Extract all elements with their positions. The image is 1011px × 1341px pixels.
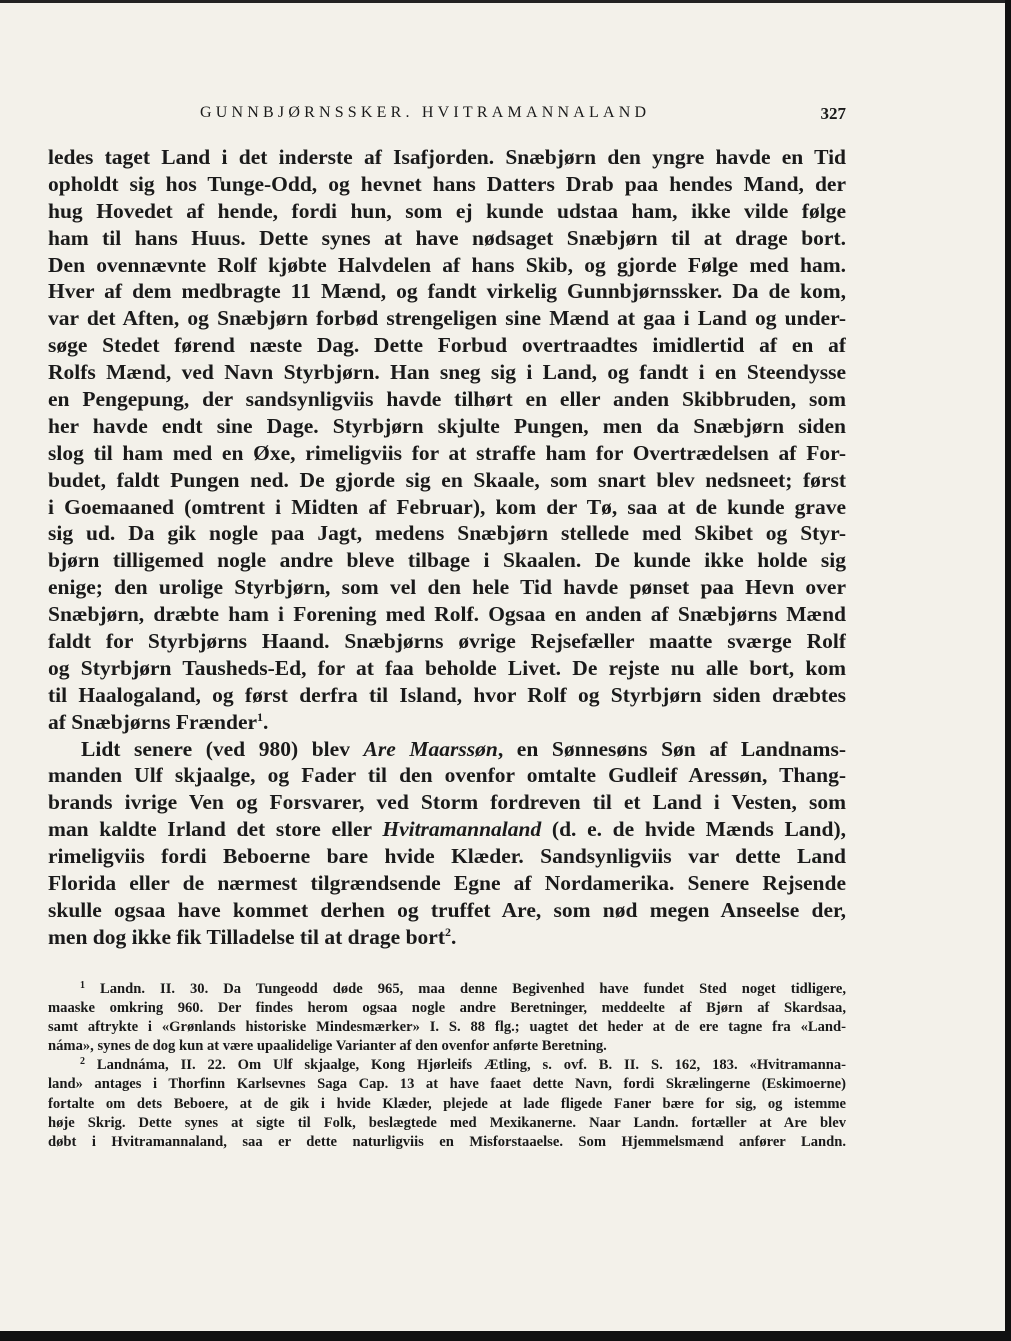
footnote-2-line — [48, 1056, 846, 1075]
text-line: Den ovennævnte Rolf kjøbte Halvdelen af hans Skib, og gjorde Følge med ham. — [48, 252, 846, 277]
text-line: ledes taget Land i det inderste af Isafjorden. Snæbjørn den yngre havde en Tid — [48, 145, 846, 169]
text-line: og Styrbjørn Tausheds-Ed, for at faa beholde Livet. De rejste nu alle bort, kom — [48, 655, 846, 680]
text-line: bjørn tilligemed nogle andre bleve tilbage i Skaalen. De kunde ikke holde sig — [48, 548, 846, 573]
place-name: Hvitramannaland — [382, 817, 542, 842]
footnote-1-line — [48, 980, 846, 999]
text-line: i Goemaaned (omtrent i Midten af Februar), kom der Tø, saa at de kunde grave — [48, 494, 846, 519]
text-segment: , en Sønnesøns Søn af Landnams- — [497, 736, 846, 761]
scan-edge-top — [0, 0, 1011, 3]
footnotes — [48, 980, 846, 1152]
scan-edge-right — [1005, 0, 1011, 1341]
text-line: men dog ikke fik Tilladelse til at drage bort$^2$. — [48, 924, 457, 949]
text-line: skulle ogsaa have kommet derhen og truffet Are, som nød megen Anseelse der, — [48, 897, 846, 922]
text-line: Florida eller de nærmest tilgrændsende Egne af Nordamerika. Senere Rejsende — [48, 871, 846, 896]
text-line — [48, 736, 846, 763]
text-line: Snæbjørn, dræbte ham i Forening med Rolf. Ogsaa en anden af Snæbjørns Mænd — [48, 602, 846, 627]
person-name: Are Maarssøn — [363, 736, 498, 761]
footnote-1-marker: 1 — [80, 980, 85, 991]
main-text — [48, 144, 846, 951]
footnote-text: Landn. II. 30. Da Tungeodd døde 965, maa denne Begivenhed have fundet Sted noget tidligere, — [100, 981, 846, 997]
text-line: opholdt sig hos Tunge-Odd, og hevnet hans Datters Drab paa hendes Mand, der — [48, 171, 846, 196]
text-segment: (d. e. de hvide Mænds Land), — [541, 817, 846, 842]
text-line: af Snæbjørns Frænder$^1$. — [48, 709, 269, 734]
footnote-2-line: land» antages i Thorfinn Karlsevnes Saga Cap. 13 at have faaet dette Navn, fordi Skrælingerne (Eskimoerne) — [48, 1076, 846, 1093]
footnote-1-line: náma», synes de dog kun at være upaalidelige Varianter af den ovenfor anførte Beretning. — [48, 1038, 607, 1055]
text-segment: Lidt senere (ved 980) blev — [81, 736, 364, 761]
page-number: 327 — [820, 104, 846, 123]
text-line — [48, 816, 846, 843]
text-line: budet, faldt Pungen ned. De gjorde sig en Skaale, som snart blev nedsneet; først — [48, 467, 846, 492]
footnote-1-line: maaske omkring 960. Der findes herom ogsaa nogle andre Beretninger, meddeelte af Bjørn af Skardsaa, — [48, 1000, 846, 1017]
footnote-2-line: døbt i Hvitramannaland, saa er dette naturligviis en Misforstaaelse. Som Hjemmelsmænd anfører Landn. — [48, 1133, 846, 1150]
footnote-ref-1: 1 — [257, 709, 264, 724]
footnote-text: Landnáma, II. 22. Om Ulf skjaalge, Kong Hjørleifs Ætling, s. ovf. B. II. S. 162, 183. «Hvitramanna- — [96, 1057, 846, 1074]
text-line: var det Aften, og Snæbjørn forbød strengeligen sine Mænd at gaa i Land og under- — [48, 306, 846, 331]
text-line: manden Ulf skjaalge, og Fader til den ovenfor omtalte Gudleif Aressøn, Thang- — [48, 763, 846, 788]
text-line: til Haalogaland, og først derfra til Island, hvor Rolf og Styrbjørn siden dræbtes — [48, 682, 846, 707]
text-line: brands ivrige Ven og Forsvarer, ved Storm fordreven til et Land i Vesten, som — [48, 790, 846, 815]
text-line: her havde endt sine Dage. Styrbjørn skjulte Pungen, men da Snæbjørn siden — [48, 413, 846, 438]
footnote-ref-2: 2 — [444, 924, 451, 939]
text-line: Hver af dem medbragte 11 Mænd, og fandt virkelig Gunnbjørnssker. Da de kom, — [48, 279, 846, 304]
footnote-1-line: samt aftrykte i «Grønlands historiske Mindesmærker» I. S. 88 flg.; uagtet det heder at de ere tagne fra «Land- — [48, 1019, 846, 1036]
text-line: faldt for Styrbjørns Haand. Snæbjørns øvrige Rejsefæller maatte sværge Rolf — [48, 629, 846, 654]
footnote-2-marker: 2 — [80, 1056, 85, 1068]
text-segment: man kaldte Irland det store eller — [48, 817, 383, 842]
paragraph-end: af Snæbjørns Frænder — [48, 709, 258, 734]
text-line: enige; den urolige Styrbjørn, som vel den hele Tid havde pønset paa Hevn over — [48, 575, 846, 600]
text-line: rimeligviis fordi Beboerne bare hvide Klæder. Sandsynligviis var dette Land — [48, 844, 846, 869]
text-line: slog til ham med en Øxe, rimeligviis for at straffe ham for Overtrædelsen af For- — [48, 440, 846, 465]
text-line: hug Hovedet af hende, fordi hun, som ej kunde udstaa ham, ikke vilde følge — [48, 198, 846, 223]
footnote-2-line: fortalte om dets Beboere, at de gik i hvide Klæder, plejede at lade fligede Faner bære for sig, og istemme — [48, 1095, 846, 1112]
text-line: ham til hans Huus. Dette synes at have nødsaget Snæbjørn til at drage bort. — [48, 225, 846, 250]
text-line: søge Stedet førend næste Dag. Dette Forbud overtraadtes imidlertid af en af — [48, 333, 846, 358]
footnote-2-line: høje Skrig. Dette synes at sigte til Folk, beslægtede med Mexikanerne. Naar Landn. fortæller at Are blev — [48, 1114, 846, 1131]
text-line: en Pengepung, der sandsynligviis havde tilhørt en eller anden Skibbruden, som — [48, 387, 846, 412]
scan-edge-bottom — [0, 1331, 1011, 1341]
running-title: GUNNBJØRNSSKER. HVITRAMANNALAND — [200, 104, 651, 121]
text-line: Rolfs Mænd, ved Navn Styrbjørn. Han sneg sig i Land, og fandt i en Steendysse — [48, 360, 846, 385]
text-line: sig ud. Da gik nogle paa Jagt, medens Snæbjørn stellede med Skibet og Styr- — [48, 521, 846, 546]
paragraph-end: men dog ikke fik Tilladelse til at drage bort — [48, 924, 445, 949]
